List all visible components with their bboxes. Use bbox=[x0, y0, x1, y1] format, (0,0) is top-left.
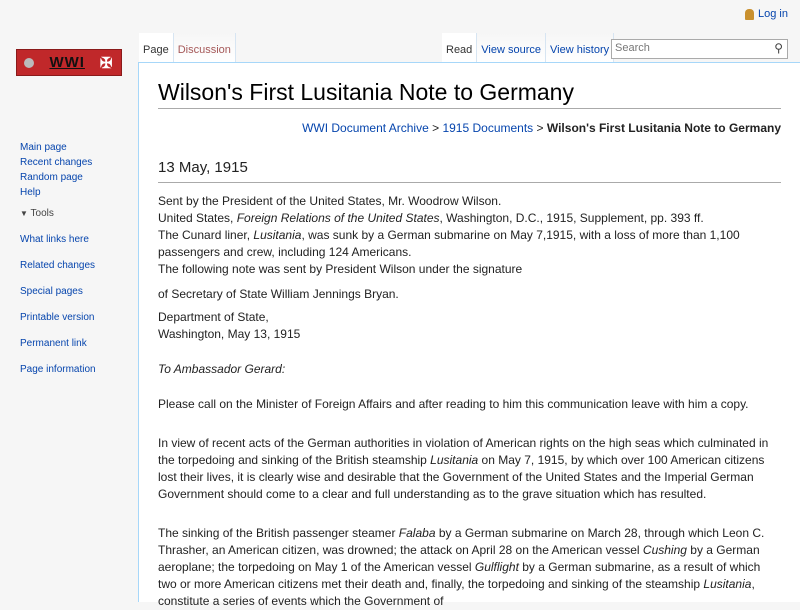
sidebar-item-related-changes[interactable]: Related changes bbox=[20, 260, 96, 271]
text-segment: Lusitania bbox=[430, 453, 479, 467]
text-segment: Falaba bbox=[398, 526, 436, 540]
text-segment: by a German submarine on March 28, through which Leon C. Thrasher, an American citizen, was drowned; the attack on April 28 on the American vessel bbox=[158, 526, 765, 557]
page-title: Wilson's First Lusitania Note to Germany bbox=[158, 79, 781, 109]
tab-discussion[interactable]: Discussion bbox=[174, 33, 236, 62]
login-link[interactable] bbox=[745, 8, 788, 20]
triangle-down-icon: ▼ bbox=[20, 209, 28, 218]
sidebar-item-main-page[interactable]: Main page bbox=[20, 142, 67, 153]
sidebar-item-what-links-here[interactable]: What links here bbox=[20, 234, 89, 245]
view-tabs bbox=[442, 33, 614, 62]
sidebar-item-page-information[interactable]: Page information bbox=[20, 364, 96, 375]
sidebar-item-permanent-link[interactable]: Permanent link bbox=[20, 338, 87, 349]
tools-label: Tools bbox=[30, 208, 54, 219]
text-segment: , constitute a series of events which the Government of bbox=[158, 577, 755, 608]
tab-read[interactable]: Read bbox=[442, 33, 477, 62]
sidebar-item-random-page[interactable]: Random page bbox=[20, 172, 83, 183]
text-segment: Washington, May 13, 1915 bbox=[158, 327, 301, 341]
paragraph bbox=[158, 435, 781, 503]
paragraph bbox=[158, 309, 781, 343]
text-segment: The Cunard liner, bbox=[158, 228, 254, 242]
sidebar bbox=[20, 142, 96, 379]
breadcrumb: WWI Document Archive > 1915 Documents > Wilson's First Lusitania Note to Germany bbox=[302, 121, 781, 135]
paragraph bbox=[158, 286, 781, 303]
text-segment: of Secretary of State William Jennings Bryan. bbox=[158, 287, 399, 301]
paragraph bbox=[158, 193, 781, 278]
user-icon bbox=[745, 9, 754, 20]
article-body bbox=[158, 193, 781, 610]
tab-view-source[interactable]: View source bbox=[477, 33, 546, 62]
logo-text: WWI bbox=[49, 54, 85, 71]
text-segment: on May 7, 1915, by which over 100 American citizens lost their lives, it is clearly wise and desirable that the Government of the United States and the Imperial German Government should come to a clear and full understanding as to the grave situation which has resulted. bbox=[158, 453, 765, 501]
text-segment: by a German submarine, as a result of which two or more American citizens met their death and, finally, the torpedoing and sinking of the steamship bbox=[158, 560, 761, 591]
paragraph bbox=[158, 525, 781, 610]
tab-view-history[interactable]: View history bbox=[546, 33, 614, 62]
breadcrumb-current: Wilson's First Lusitania Note to Germany bbox=[546, 121, 781, 135]
sidebar-item-printable-version[interactable]: Printable version bbox=[20, 312, 95, 323]
sidebar-item-recent-changes[interactable]: Recent changes bbox=[20, 157, 93, 168]
text-segment: Lusitania bbox=[703, 577, 752, 591]
text-segment: by a German aeroplane; the torpedoing on May 1 of the American vessel bbox=[158, 543, 760, 574]
text-segment: , Washington, D.C., 1915, Supplement, pp. 393 ff. bbox=[439, 211, 704, 225]
login-label: Log in bbox=[758, 8, 788, 20]
text-segment: Please call on the Minister of Foreign Affairs and after reading to him this communication leave with him a copy. bbox=[158, 397, 749, 411]
paragraph bbox=[158, 361, 781, 378]
cross-icon: ✠ bbox=[99, 54, 114, 72]
text-segment: The following note was sent by President Wilson under the signature bbox=[158, 262, 523, 276]
search-placeholder: Search bbox=[615, 42, 650, 54]
site-logo[interactable] bbox=[16, 49, 122, 76]
text-segment: Lusitania bbox=[253, 228, 302, 242]
tools-toggle[interactable] bbox=[20, 208, 96, 223]
breadcrumb-archive[interactable]: WWI Document Archive bbox=[302, 121, 429, 135]
text-segment: , was sunk by a German submarine on May 7,1915, with a loss of more than 1,100 passengers and crew, including 124 Americans. bbox=[158, 228, 740, 259]
text-segment: To Ambassador Gerard: bbox=[158, 362, 286, 376]
search-input[interactable] bbox=[611, 39, 788, 59]
content bbox=[138, 62, 800, 608]
roundel-icon bbox=[24, 58, 34, 68]
sidebar-item-special-pages[interactable]: Special pages bbox=[20, 286, 83, 297]
text-segment: Department of State, bbox=[158, 310, 269, 324]
text-segment: United States, bbox=[158, 211, 237, 225]
text-segment: Gulflight bbox=[474, 560, 519, 574]
search-icon[interactable]: ⚲ bbox=[774, 41, 783, 55]
tab-page[interactable]: Page bbox=[139, 33, 174, 62]
breadcrumb-1915[interactable]: 1915 Documents bbox=[442, 121, 534, 135]
namespace-tabs bbox=[139, 33, 236, 62]
text-segment: Cushing bbox=[642, 543, 687, 557]
text-segment: Sent by the President of the United States, Mr. Woodrow Wilson. bbox=[158, 194, 502, 208]
text-segment: In view of recent acts of the German authorities in violation of American rights on the high seas which culminated in the torpedoing and sinking of the British steamship bbox=[158, 436, 769, 467]
date-heading: 13 May, 1915 bbox=[158, 159, 781, 183]
sidebar-item-help[interactable]: Help bbox=[20, 187, 41, 198]
paragraph bbox=[158, 396, 781, 413]
text-segment: Foreign Relations of the United States bbox=[236, 211, 440, 225]
text-segment: The sinking of the British passenger steamer bbox=[158, 526, 399, 540]
